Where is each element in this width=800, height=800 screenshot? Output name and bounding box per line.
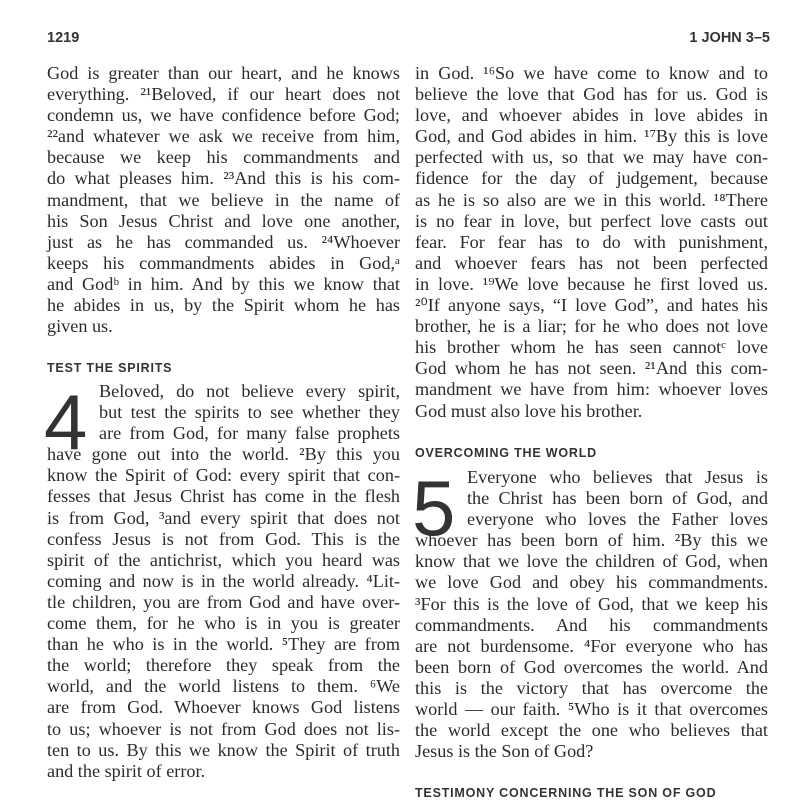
text-line: condemn us, we have confidence before God;: [47, 105, 400, 126]
text-line: are from God, for many false prophets: [99, 423, 400, 444]
right-paragraph-1: [415, 63, 768, 422]
left-paragraph-1: [47, 63, 400, 337]
text-line: perfected with us, so that we may have con-: [415, 147, 768, 168]
text-line: spirit of the antichrist, which you heard was: [47, 549, 400, 570]
text-line: as he is so also are we in this world. ¹⁸There: [415, 189, 768, 210]
text-line: Beloved, do not believe every spirit,: [99, 381, 400, 401]
section-heading-testimony: TESTIMONY CONCERNING THE SON OF GOD: [415, 786, 717, 800]
text-line: God must also love his brother.: [415, 400, 643, 421]
text-line: God, and God abides in him. ¹⁷By this is love: [415, 126, 768, 147]
drop-cap-chapter-4: 4: [44, 378, 88, 466]
text-line: world — our faith. ⁵Who is it that overcomes: [415, 699, 768, 720]
text-line: come them, for he who is in you is greater: [47, 613, 400, 634]
text-line: in love. ¹⁹We love because he first loved us.: [415, 273, 768, 294]
text-line: than he who is in the world. ⁵They are from: [47, 634, 400, 655]
text-line: is no fear in love, but perfect love casts out: [415, 210, 768, 231]
text-line: are from God. Whoever knows God listens: [47, 697, 400, 718]
text-line: but test the spirits to see whether they: [99, 402, 400, 423]
text-line: fear. For fear has to do with punishment,: [415, 231, 768, 252]
text-line: know that we love the children of God, when: [415, 551, 768, 572]
text-line: his Son Jesus Christ and love one another,: [47, 210, 400, 231]
section-heading-test-the-spirits: TEST THE SPIRITS: [47, 361, 173, 375]
text-line: and Godᵇ in him. And by this we know that: [47, 273, 400, 294]
text-line: tle children, you are from God and have over-: [47, 591, 400, 612]
text-line: the world except the one who believes that: [415, 720, 768, 741]
text-line: ten to us. By this we know the Spirit of truth: [47, 739, 400, 760]
left-body-lines: [47, 444, 400, 782]
text-line: mandment we have from him: whoever loves: [415, 379, 768, 400]
right-paragraph-2: [415, 467, 768, 762]
text-line: been born of God overcomes the world. And: [415, 656, 768, 677]
text-line: to us; whoever is not from God does not lis-: [47, 718, 400, 739]
text-line: ³For this is the love of God, that we keep his: [415, 593, 768, 614]
text-line: coming and now is in the world already. ⁴Lit-: [47, 570, 400, 591]
text-line: believe the love that God has for us. God is: [415, 84, 768, 105]
text-line: and the spirit of error.: [47, 760, 206, 781]
text-line: fidence for the day of judgement, because: [415, 168, 768, 189]
text-line: do what pleases him. ²³And this is his com-: [47, 168, 400, 189]
right-indented-lines: [415, 467, 768, 530]
text-line: fesses that Jesus Christ has come in the flesh: [47, 486, 400, 507]
text-line: ²²and whatever we ask we receive from him,: [47, 126, 400, 147]
text-line: mandment, that we believe in the name of: [47, 189, 400, 210]
page-number: 1219: [47, 30, 80, 46]
text-line: brother, he is a liar; for he who does not love: [415, 316, 768, 337]
text-line: God whom he has not seen. ²¹And this com-: [415, 358, 768, 379]
text-line: world, and the world listens to them. ⁶We: [47, 676, 400, 697]
text-line: is from God, ³and every spirit that does not: [47, 507, 400, 528]
text-line: ²⁰If anyone says, “I love God”, and hates his: [415, 295, 768, 316]
right-body-lines: [415, 530, 768, 762]
text-line: everyone who loves the Father loves: [467, 509, 768, 530]
text-line: this is the victory that has overcome the: [415, 677, 768, 698]
text-line: his brother whom he has seen cannotᶜ love: [415, 337, 768, 358]
text-line: because we keep his commandments and: [47, 147, 400, 168]
text-line: have gone out into the world. ²By this you: [47, 444, 400, 465]
text-line: Jesus is the Son of God?: [415, 741, 594, 762]
text-line: are not burdensome. ⁴For everyone who has: [415, 635, 768, 656]
section-heading-overcoming-the-world: OVERCOMING THE WORLD: [415, 446, 597, 460]
text-line: and whoever fears has not been perfected: [415, 252, 768, 273]
text-line: just as he has commanded us. ²⁴Whoever: [47, 231, 400, 252]
left-paragraph-2: [47, 381, 400, 782]
text-line: whoever has been born of him. ²By this we: [415, 530, 768, 551]
text-line: confess Jesus is not from God. This is the: [47, 528, 400, 549]
text-line: know the Spirit of God: every spirit that con-: [47, 465, 400, 486]
text-line: we love God and obey his commandments.: [415, 572, 768, 593]
drop-cap-chapter-5: 5: [412, 464, 456, 552]
text-line: the Christ has been born of God, and: [467, 488, 768, 509]
text-line: in God. ¹⁶So we have come to know and to: [415, 63, 768, 83]
text-line: commandments. And his commandments: [415, 614, 768, 635]
running-head: 1 JOHN 3–5: [689, 30, 770, 46]
text-line: Everyone who believes that Jesus is: [467, 467, 768, 487]
text-line: the world; therefore they speak from the: [47, 655, 400, 676]
text-line: love, and whoever abides in love abides in: [415, 105, 768, 126]
left-indented-lines: [47, 381, 400, 444]
text-line: God is greater than our heart, and he knows: [47, 63, 400, 83]
text-line: he abides in us, by the Spirit whom he has: [47, 295, 400, 316]
text-line: keeps his commandments abides in God,ᵃ: [47, 252, 400, 273]
text-line: everything. ²¹Beloved, if our heart does not: [47, 84, 400, 105]
text-line: given us.: [47, 316, 113, 337]
